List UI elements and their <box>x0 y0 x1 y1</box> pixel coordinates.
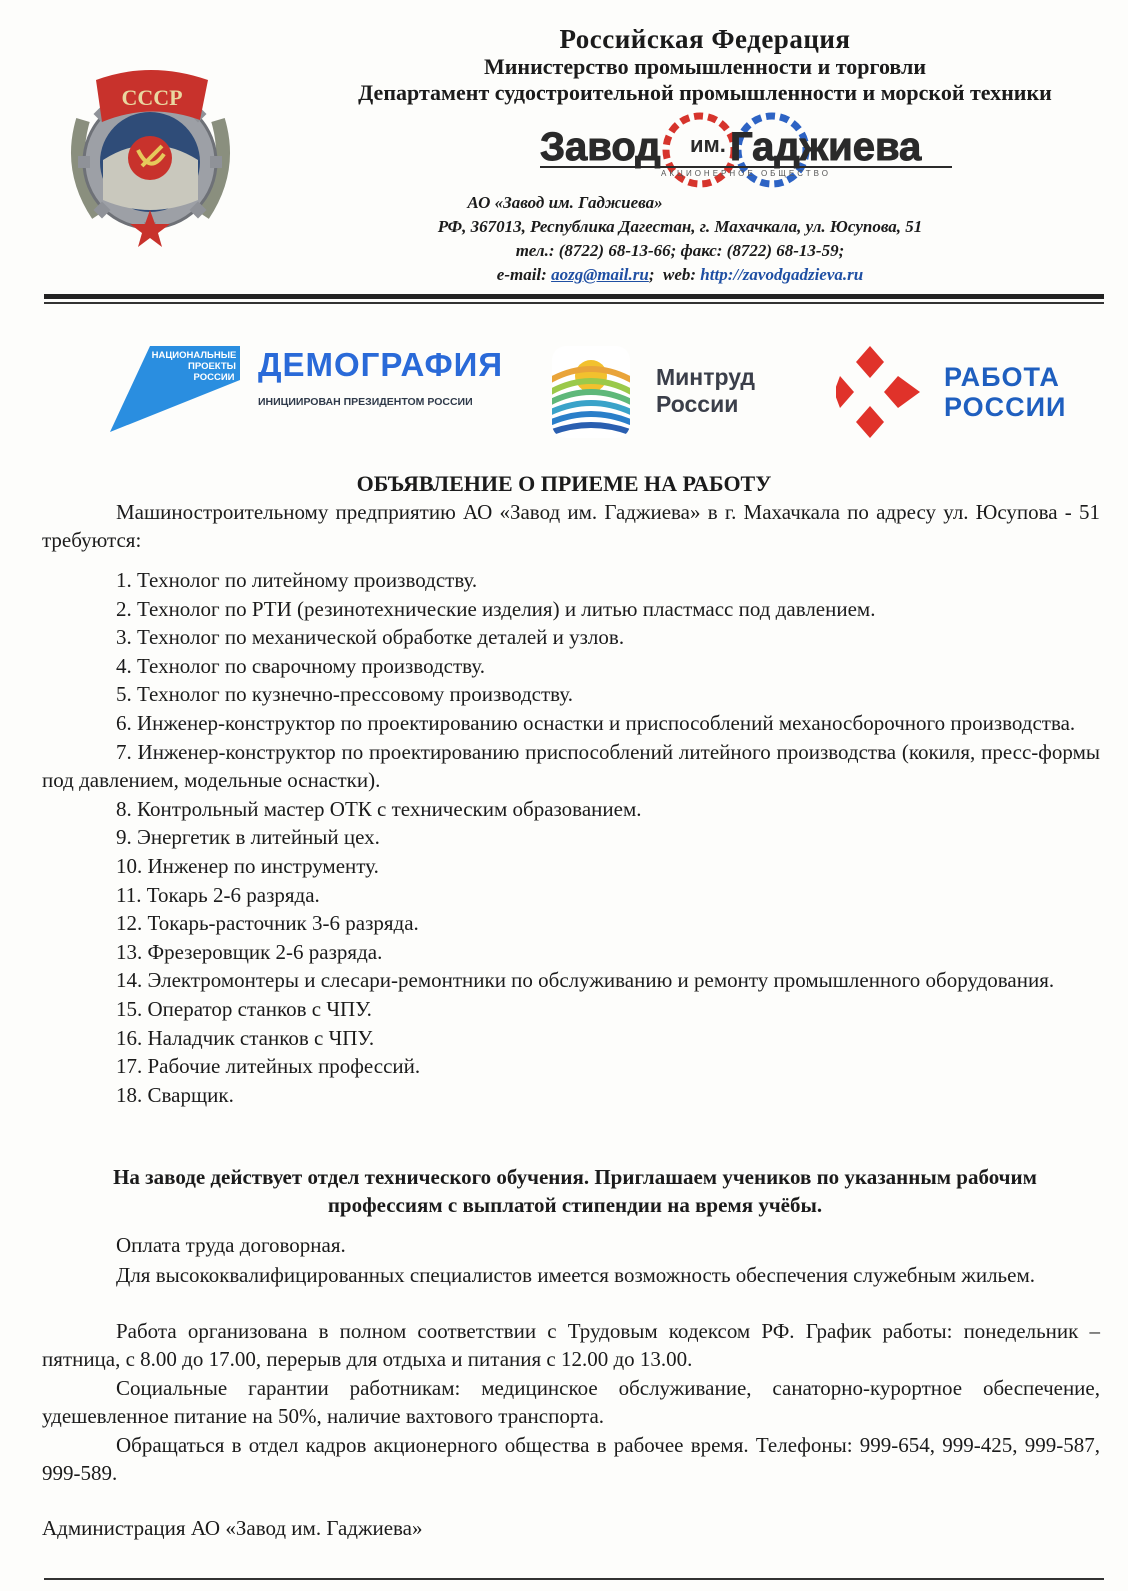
housing-paragraph: Для высококвалифицированных специалистов имеется возможность обеспечения служебным жильем. <box>116 1263 1035 1287</box>
list-item: 14. Электромонтеры и слесари-ремонтники по обслуживанию и ремонту промышленного оборудования. <box>116 968 1055 993</box>
list-item: 3. Технолог по механической обработке деталей и узлов. <box>116 625 625 650</box>
footer-divider <box>44 1578 1104 1580</box>
list-item: 11. Токарь 2-6 разряда. <box>116 882 320 907</box>
contacts-line: e-mail: aozg@mail.ru; web: http://zavodgadzieva.ru <box>496 265 864 284</box>
list-item: 17. Рабочие литейных профессий. <box>116 1054 421 1079</box>
np-line-2: ПРОЕКТЫ <box>188 361 236 372</box>
schedule-paragraph: Работа организована в полном соответствии с Трудовым кодексом РФ. График работы: понедельник – пятница, с 8.00 до 17.00, перерыв для отдыха и питания с 12.00 до 13.00. <box>42 1319 1100 1371</box>
header-country: Российская Федерация <box>559 24 851 54</box>
email-label: e-mail: <box>496 265 547 284</box>
postal-address: РФ, 367013, Республика Дагестан, г. Махачкала, ул. Юсупова, 51 <box>437 217 923 236</box>
social-guarantees-paragraph: Социальные гарантии работникам: медицинское обслуживание, санаторно-курортное обеспечение, удешевленное питание на 50%, наличие вахтового транспорта. <box>42 1376 1100 1428</box>
header-ministry: Министерство промышленности и торговли <box>483 54 927 79</box>
web-link[interactable]: http://zavodgadzieva.ru <box>700 265 864 284</box>
list-item: 9. Энергетик в литейный цех. <box>116 825 380 850</box>
logo-subtitle: АКЦИОНЕРНОЕ ОБЩЕСТВО <box>661 169 831 178</box>
intro-paragraph: Машиностроительному предприятию АО «Завод им. Гаджиева» в г. Махачкала по адресу ул. Юсупова - 51 требуются: <box>42 500 1100 552</box>
contact-paragraph: Обращаться в отдел кадров акционерного общества в рабочее время. Телефоны: 999-654, 999-425, 999-587, 999-589. <box>42 1433 1100 1485</box>
list-item: 13. Фрезеровщик 2-6 разряда. <box>116 939 383 964</box>
mintrud-line-1: Минтруд <box>656 364 756 390</box>
logo-word-left: Завод <box>540 125 661 169</box>
web-label: web: <box>663 265 697 284</box>
header-department: Департамент судостроительной промышленности и морской техники <box>358 80 1052 105</box>
list-item: 5. Технолог по кузнечно-прессовому производству. <box>116 682 573 707</box>
order-of-red-banner-emblem <box>58 50 243 265</box>
np-line-3: РОССИИ <box>193 372 235 383</box>
list-item: 4. Технолог по сварочному производству. <box>116 653 486 678</box>
company-name: АО «Завод им. Гаджиева» <box>467 193 663 212</box>
phone-fax: тел.: (8722) 68-13-66; факс: (8722) 68-13-59; <box>515 241 845 260</box>
list-item: 12. Токарь-расточник 3-6 разряда. <box>116 911 419 936</box>
list-item: 10. Инженер по инструменту. <box>116 853 379 878</box>
rabota-line-2: РОССИИ <box>944 392 1067 422</box>
rabota-line-1: РАБОТА <box>944 362 1060 392</box>
pay-paragraph: Оплата труда договорная. <box>116 1233 346 1257</box>
list-item: 2. Технолог по РТИ (резинотехнические изделия) и литью пластмасс под давлением. <box>116 596 876 621</box>
np-line-1: НАЦИОНАЛЬНЫЕ <box>151 350 237 361</box>
list-item: 6. Инженер-конструктор по проектированию оснастки и приспособлений механосборочного производства. <box>116 710 1076 735</box>
rabota-rossii-title <box>944 362 1066 422</box>
list-item: 8. Контрольный мастер ОТК с техническим образованием. <box>116 796 642 821</box>
vacancy-list <box>42 566 1100 1109</box>
company-logo <box>540 112 960 196</box>
demography-subtitle: ИНИЦИИРОВАН ПРЕЗИДЕНТОМ РОССИИ <box>258 396 473 408</box>
header-divider-thin <box>44 302 1104 304</box>
logo-word-mid: им. <box>690 132 726 157</box>
announcement-title: ОБЪЯВЛЕНИЕ О ПРИЕМЕ НА РАБОТУ <box>356 471 772 496</box>
rabota-rossii-emblem <box>836 346 926 438</box>
list-item: 15. Оператор станков с ЧПУ. <box>116 996 372 1021</box>
list-item: 1. Технолог по литейному производству. <box>116 568 478 592</box>
list-item: 16. Наладчик станков с ЧПУ. <box>116 1025 375 1050</box>
badge-text: СССР <box>121 85 183 110</box>
national-projects-logo <box>110 346 240 432</box>
header-divider-thick <box>44 294 1104 299</box>
list-item: 18. Сварщик. <box>116 1082 234 1107</box>
mintrud-line-2: России <box>656 391 739 417</box>
mintrud-title <box>656 364 755 418</box>
email-link[interactable]: aozg@mail.ru <box>551 265 649 284</box>
signature: Администрация АО «Завод им. Гаджиева» <box>42 1516 423 1540</box>
logo-word-right: Гаджиева <box>730 125 922 169</box>
training-notice: На заводе действует отдел технического обучения. Приглашаем учеников по указанным рабочим профессиям с выплатой стипендии на время учёбы. <box>113 1165 1037 1217</box>
demography-title: ДЕМОГРАФИЯ <box>258 346 504 383</box>
list-item: 7. Инженер-конструктор по проектированию приспособлений литейного производства (кокиля, пресс-формы под давлением, модельные оснастки). <box>42 739 1100 793</box>
mintrud-emblem <box>552 346 630 438</box>
